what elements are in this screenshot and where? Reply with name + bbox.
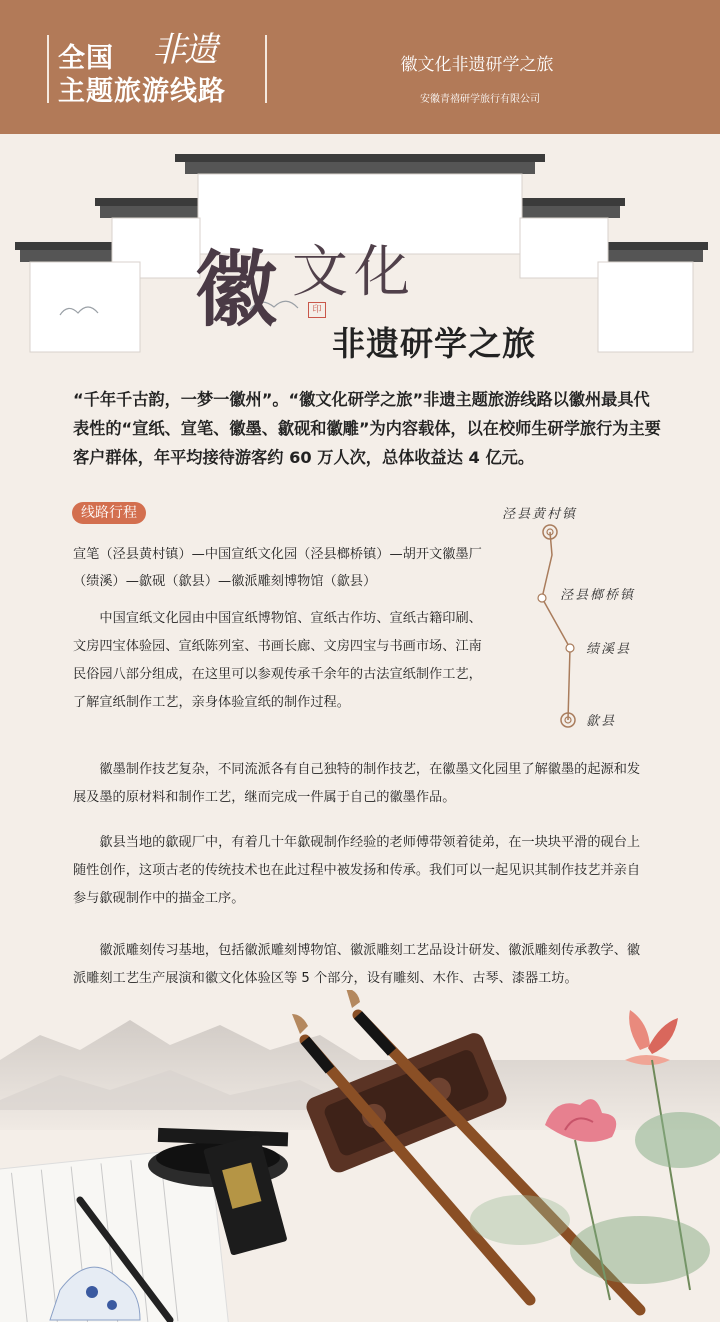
red-seal-icon: 印 [308, 302, 326, 318]
map-label-stop2: 泾县榔桥镇 [560, 588, 636, 603]
paragraph-sheyan: 歙县当地的歙砚厂中，有着几十年歙砚制作经验的老师傅带领着徒弟，在一块块平滑的砚台上随性创作，这项古老的传统技术也在此过程中被发扬和传承。我们可以一起见识其制作技艺并亲自参与歙砚制作中的描金工序。 [73, 835, 641, 906]
map-label-stop3: 绩溪县 [586, 642, 632, 657]
bottom-still-life-illustration [0, 990, 720, 1322]
paragraph-huimo: 徽墨制作技艺复杂，不同流派各有自己独特的制作技艺，在徽墨文化园里了解徽墨的起源和发展及墨的原材料和制作工艺，继而完成一件属于自己的徽墨作品。 [73, 762, 641, 805]
header-company: 安徽青禧研学旅行有限公司 [420, 94, 540, 105]
hero-subtitle: 非遗研学之旅 [332, 324, 536, 363]
map-stop-marker [566, 644, 574, 652]
route-map [490, 500, 690, 730]
header-title: 徽文化非遗研学之旅 [400, 55, 554, 75]
map-label-stop1: 泾县黄村镇 [502, 507, 578, 522]
route-map-line [490, 500, 690, 730]
map-label-stop4: 歙县 [586, 714, 617, 729]
route-description: 宣笔（泾县黄村镇）—中国宣纸文化园（泾县榔桥镇）—胡开文徽墨厂（绩溪）—歙砚（歙县）—徽派雕刻博物馆（歙县） [73, 547, 482, 589]
map-stop-marker [538, 594, 546, 602]
paragraph-xuanzhi: 中国宣纸文化园由中国宣纸博物馆、宣纸古作坊、宣纸古籍印刷、文房四宝体验园、宣纸陈列室、书画长廊、文房四宝与书画市场、江南民俗园八部分组成，在这里可以参观传承千余年的古法宣纸制作工艺，了解宣纸制作工艺，亲身体验宣纸的制作过程。 [73, 611, 482, 710]
header-banner [0, 0, 720, 134]
paragraph-huidiao: 徽派雕刻传习基地，包括徽派雕刻博物馆、徽派雕刻工艺品设计研发、徽派雕刻传承教学、徽派雕刻工艺生产展演和徽文化体验区等 5 个部分，设有雕刻、木作、古琴、漆器工坊。 [73, 943, 641, 986]
header-feiyi-calligraphy: 非遗 [152, 30, 216, 70]
header-line2: 主题旅游线路 [58, 76, 226, 107]
lotus-flower-icon [470, 1010, 720, 1300]
hero-hui-calligraphy: 徽 [195, 242, 278, 338]
section-tag-route: 线路行程 [72, 502, 146, 524]
intro-paragraph: “千年千古韵，一梦一徽州”。“徽文化研学之旅”非遗主题旅游线路以徽州最具代表性的“宣纸、宣笔、徽墨、歙砚和徽雕”为内容载体，以在校师生研学旅行为主要客户群体，年平均接待游客约 60 万人次，总体收益达 4 亿元。 [73, 390, 661, 467]
header-line1: 全国 [58, 43, 114, 74]
hero-wenhua-calligraphy: 文化 [292, 240, 416, 305]
